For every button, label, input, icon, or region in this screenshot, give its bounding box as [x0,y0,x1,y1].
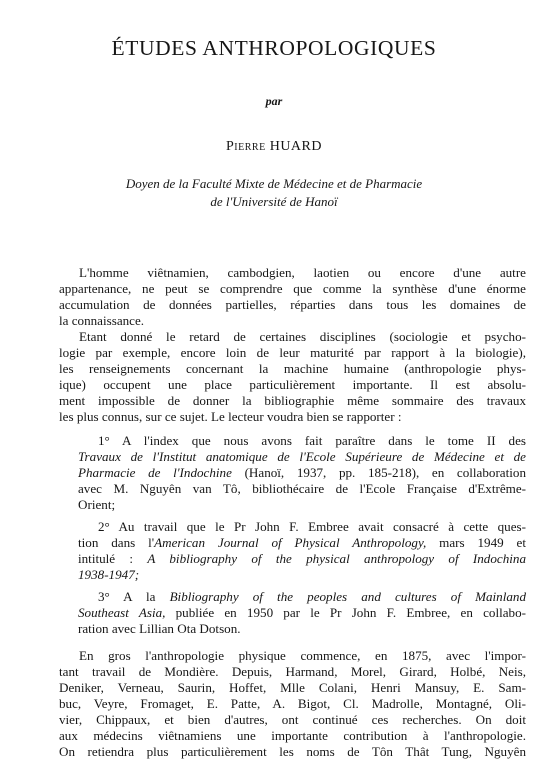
journal-title: Pharmacie de l'Indochine [78,465,232,480]
body-text-line: buc, Veyre, Fromaget, E. Patte, A. Bigot, Cl. Madrolle, Montagné, Oli- [59,696,526,711]
body-text-line: appartenance, ne peut se comprendre que comme la synthèse d'une énorme [59,281,526,296]
body-text-line: la connaissance. [59,313,145,328]
author-last-name: HUARD [269,139,322,154]
list-item-line: 2° Au travail que le Pr John F. Embree avait consacré à cette ques- [98,519,526,534]
list-item-line [78,449,526,465]
journal-title: American Journal of Physical Anthropology, [154,535,427,550]
body-text-line: ique) occupent une place particulièrement importante. Il est absolu- [59,377,526,392]
author-name [0,139,548,155]
affiliation-line: Doyen de la Faculté Mixte de Médecine et de Pharmacie [125,176,423,191]
body-text-line: On retiendra plus particulièrement les noms de Tôn Thât Tung, Nguyên [59,744,526,759]
journal-title: Travaux de l'Institut anatomique de l'Ecole Supérieure de Médecine et de [78,449,526,464]
work-title: 1938-1947; [78,567,140,582]
body-text-line: ment impossible de donner la bibliographie même sommaire des travaux [59,393,526,408]
body-text-line: En gros l'anthropologie physique commence, en 1875, avec l'impor- [79,648,526,663]
list-item-line: 1° A l'index que nous avons fait paraître dans le tome II des [98,433,526,448]
author-affiliation [0,175,548,210]
body-text-line: Etant donné le retard de certaines disciplines (sociologie et psycho- [79,329,526,344]
list-item-line: Orient; [78,497,116,512]
body-text-line: logie par exemple, encore loin de leur maturité par rapport à la biologie), [59,345,526,360]
author-first-name: Pierre [226,139,266,154]
body-text-line: les renseignements concernant la machine humaine (anthropologie phys- [59,361,526,376]
list-item-line: 3° A la Bibliography of the peoples and cultures of Mainland [98,589,526,604]
work-title: Southeast Asia, [78,605,166,620]
list-item-line [78,567,526,583]
list-item-line: Southeast Asia, publiée en 1950 par le Pr John F. Embree, en collabo- [78,605,526,620]
list-item-line: ration avec Lillian Ota Dotson. [78,621,241,636]
work-title: Bibliography of the peoples and cultures of Mainland [169,589,526,604]
body-text-line: vier, Chippaux, et bien d'autres, ont continué ces recherches. On doit [59,712,526,727]
affiliation-line: de l'Université de Hanoï [210,193,338,209]
list-item-line: tion dans l'American Journal of Physical Anthropology, mars 1949 et [78,535,526,550]
list-item-line: avec M. Nguyên van Tô, bibliothécaire de l'Ecole Française d'Extrême- [78,481,526,496]
work-title: A bibliography of the physical anthropology of Indochina [147,551,526,566]
article-title: ÉTUDES ANTHROPOLOGIQUES [111,36,437,60]
byline-par: par [265,94,283,108]
body-text-line: Deniker, Verneau, Saurin, Hoffet, Mlle Colani, Henri Mansuy, E. Sam- [59,680,526,695]
list-item-line: intitulé : A bibliography of the physical anthropology of Indochina [78,551,526,566]
body-text-line: L'homme viêtnamien, cambodgien, laotien ou encore d'une autre [79,265,526,280]
body-text-line: accumulation de données partielles, réparties dans tous les domaines de [59,297,526,312]
list-item-line: Pharmacie de l'Indochine (Hanoï, 1937, pp. 185-218), en collaboration [78,465,526,480]
body-text-line: tant travail de Mondière. Depuis, Harmand, Morel, Girard, Holbé, Neis, [59,664,526,679]
body-text-line: aux médecins viêtnamiens une importante contribution à l'anthropologie. [59,728,526,743]
body-text-line: les plus connus, sur ce sujet. Le lecteur voudra bien se rapporter : [59,409,402,424]
